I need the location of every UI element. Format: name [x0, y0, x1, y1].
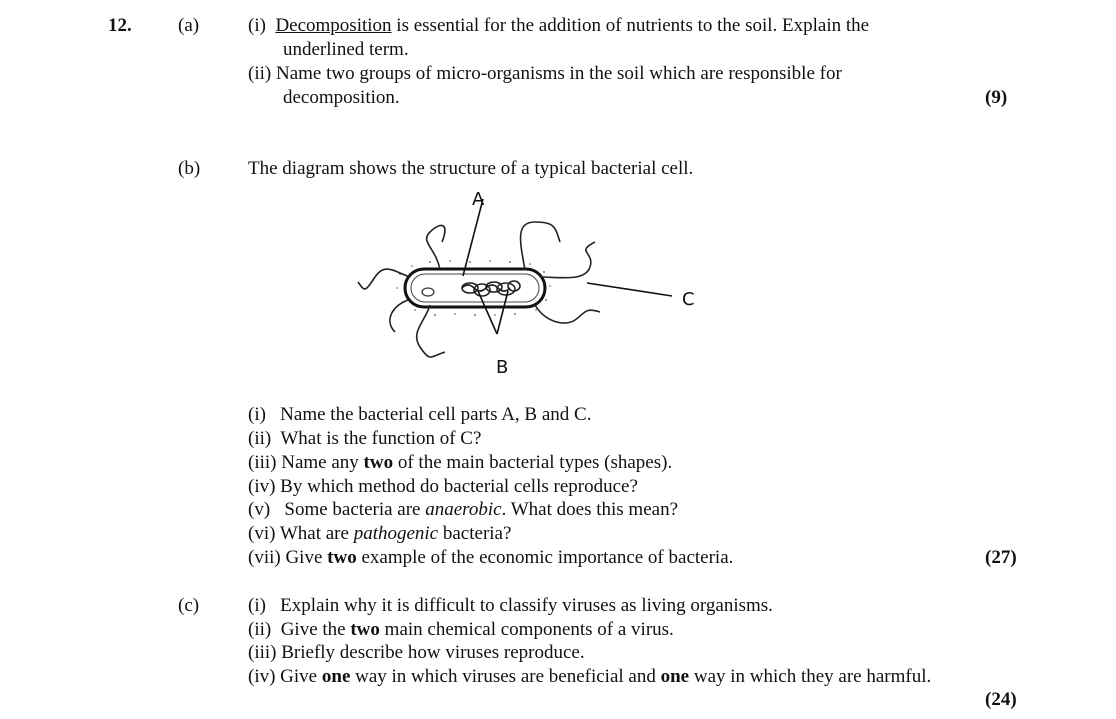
- part-c-marks: (24): [985, 689, 1017, 710]
- part-b-item-v-a: (v) Some bacteria are: [248, 499, 426, 520]
- part-b-item-vii-a: (vii) Give: [248, 547, 328, 568]
- question-number: 12.: [108, 15, 132, 36]
- part-c-item-iii: (iii) Briefly describe how viruses reproduce.: [248, 642, 585, 663]
- part-b-item-vii-b: two: [327, 547, 357, 568]
- part-b-item-ii: (ii) What is the function of C?: [248, 428, 482, 449]
- label-c: C: [682, 289, 695, 310]
- part-c-item-ii-c: main chemical components of a virus.: [379, 619, 674, 640]
- part-b-item-iii: [248, 451, 672, 475]
- part-a-label: (a): [178, 15, 200, 36]
- part-b-item-iii-c: of the main bacterial types (shapes).: [393, 452, 673, 473]
- part-a-ii-num: (ii): [248, 63, 272, 84]
- part-a-ii-text: Name two groups of micro-organisms in the soil which are responsible for: [275, 63, 842, 84]
- part-b-item-vi-b: pathogenic: [353, 523, 439, 544]
- part-b-label: (b): [178, 158, 201, 179]
- nucleoid: [462, 281, 520, 296]
- part-c-item-iv-c: way in which viruses are beneficial and: [350, 666, 661, 687]
- part-b-item-v-b: anaerobic: [425, 499, 502, 520]
- part-b-item-vii: [248, 546, 733, 570]
- part-c-item-iv-b: one: [321, 666, 351, 687]
- part-c-item-iv-e: way in which they are harmful.: [689, 666, 932, 687]
- part-c-item-ii-b: two: [350, 619, 380, 640]
- label-b-line-left: [478, 291, 497, 334]
- part-b-item-vii-c: example of the economic importance of bacteria.: [356, 547, 734, 568]
- part-a-ii-line2: decomposition.: [283, 87, 400, 108]
- label-a: A: [472, 189, 485, 210]
- part-a-i-line1: [248, 14, 869, 38]
- part-b-item-iv: (iv) By which method do bacterial cells reproduce?: [248, 476, 638, 497]
- part-c-item-iv: [248, 665, 931, 689]
- part-a-i-line2: underlined term.: [283, 39, 409, 60]
- part-b-item-iii-b: two: [363, 452, 394, 473]
- label-c-line: [587, 283, 672, 296]
- part-a-i-term: Decomposition: [275, 15, 392, 36]
- inclusion: [422, 288, 434, 296]
- part-c-item-iv-d: one: [660, 666, 690, 687]
- part-b-item-v: [248, 498, 678, 522]
- part-b-item-i: (i) Name the bacterial cell parts A, B and C.: [248, 404, 592, 425]
- part-b-item-v-c: . What does this mean?: [501, 499, 679, 520]
- label-a-line: [463, 199, 483, 276]
- part-b-item-vi-a: (vi) What are: [248, 523, 354, 544]
- part-c-item-ii-a: (ii) Give the: [248, 619, 351, 640]
- part-c-item-i: (i) Explain why it is difficult to classify viruses as living organisms.: [248, 595, 773, 616]
- bacterial-cell-diagram: [300, 182, 720, 382]
- part-a-ii-line1: [248, 62, 842, 86]
- label-b: B: [496, 357, 509, 378]
- part-a-i-rest: is essential for the addition of nutrients to the soil. Explain the: [391, 15, 870, 36]
- part-b-item-vi-c: bacteria?: [438, 523, 512, 544]
- label-b-line-right: [497, 291, 508, 334]
- part-b-item-vi: [248, 522, 511, 546]
- part-c-label: (c): [178, 595, 200, 616]
- part-a-i-num: (i): [248, 15, 266, 36]
- part-b-intro: The diagram shows the structure of a typical bacterial cell.: [248, 158, 694, 179]
- part-c-item-ii: [248, 618, 674, 642]
- part-c-item-iv-a: (iv) Give: [248, 666, 322, 687]
- part-b-item-iii-a: (iii) Name any: [248, 452, 364, 473]
- flagella: [358, 222, 600, 357]
- part-a-marks: (9): [985, 87, 1008, 108]
- part-b-marks: (27): [985, 547, 1017, 568]
